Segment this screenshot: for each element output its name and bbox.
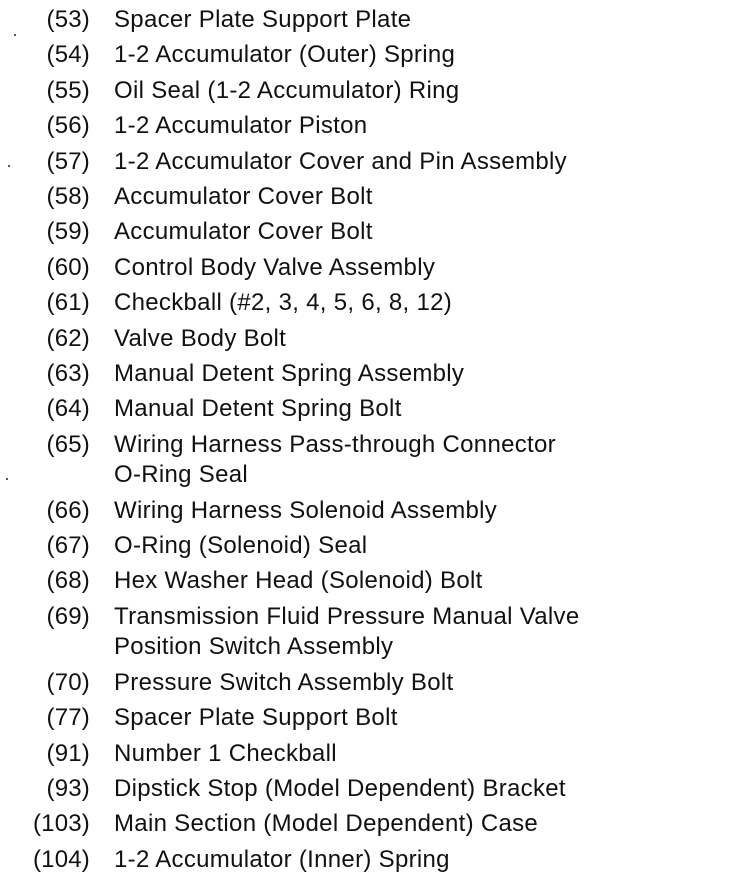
part-description <box>114 566 714 596</box>
part-number: (54) <box>46 41 90 69</box>
part-description-line: Valve Body Bolt <box>114 324 287 352</box>
part-row <box>0 217 736 252</box>
parts-legend-list <box>0 5 736 880</box>
scan-speck <box>6 478 8 480</box>
part-description-line: Number 1 Checkball <box>114 739 337 767</box>
part-number: (61) <box>46 289 90 317</box>
scan-speck <box>8 165 10 167</box>
part-description <box>114 76 714 106</box>
part-description-line: 1-2 Accumulator Piston <box>114 112 368 140</box>
part-number: (66) <box>46 496 90 524</box>
part-description <box>114 40 714 70</box>
part-description-line: Transmission Fluid Pressure Manual Valve <box>114 602 580 630</box>
part-number: (53) <box>46 6 90 33</box>
part-description-line: Spacer Plate Support Plate <box>114 6 412 33</box>
part-row <box>0 703 736 738</box>
part-description <box>114 288 714 318</box>
part-description-line: Pressure Switch Assembly Bolt <box>114 668 454 696</box>
part-row <box>0 430 736 496</box>
part-description-line: Accumulator Cover Bolt <box>114 218 373 246</box>
part-description <box>114 359 714 389</box>
part-number: (67) <box>46 532 90 560</box>
part-number: (64) <box>46 395 90 423</box>
part-number: (57) <box>46 147 90 175</box>
part-description-line: 1-2 Accumulator (Inner) Spring <box>114 845 450 873</box>
part-row <box>0 739 736 774</box>
part-row <box>0 288 736 323</box>
part-row <box>0 253 736 288</box>
part-description <box>114 253 714 283</box>
part-description-line: 1-2 Accumulator (Outer) Spring <box>114 41 456 69</box>
part-description <box>114 111 714 141</box>
part-description-line: Spacer Plate Support Bolt <box>114 704 398 732</box>
part-description-line: Hex Washer Head (Solenoid) Bolt <box>114 567 483 595</box>
part-number: (65) <box>46 430 90 458</box>
part-description <box>114 182 714 212</box>
part-description-line: Manual Detent Spring Bolt <box>114 395 402 423</box>
part-description <box>114 703 714 733</box>
part-number: (56) <box>46 112 90 140</box>
part-row <box>0 496 736 531</box>
part-number: (62) <box>46 324 90 352</box>
part-description <box>114 809 714 839</box>
part-row <box>0 394 736 429</box>
part-description-line: Main Section (Model Dependent) Case <box>114 810 539 838</box>
part-description-line: Position Switch Assembly <box>114 632 394 660</box>
part-row <box>0 182 736 217</box>
part-number: (58) <box>46 182 90 210</box>
part-row <box>0 324 736 359</box>
part-row <box>0 111 736 146</box>
part-description-line: 1-2 Accumulator Cover and Pin Assembly <box>114 147 567 175</box>
part-description <box>114 430 714 490</box>
part-number: (77) <box>46 704 90 732</box>
part-description-line: Wiring Harness Pass-through Connector <box>114 430 556 458</box>
part-row <box>0 76 736 111</box>
part-description <box>114 217 714 247</box>
part-description-line: Control Body Valve Assembly <box>114 253 436 281</box>
part-description <box>114 394 714 424</box>
part-description <box>114 496 714 526</box>
part-description-line: Dipstick Stop (Model Dependent) Bracket <box>114 775 566 803</box>
part-number: (55) <box>46 76 90 104</box>
part-row <box>0 359 736 394</box>
part-description-line: Checkball (#2, 3, 4, 5, 6, 8, 12) <box>114 289 453 317</box>
part-description <box>114 324 714 354</box>
part-row <box>0 5 736 40</box>
part-number: (59) <box>46 218 90 246</box>
part-description <box>114 739 714 769</box>
part-description <box>114 774 714 804</box>
part-description <box>114 845 714 875</box>
part-description-line: O-Ring (Solenoid) Seal <box>114 532 368 560</box>
part-number: (93) <box>46 775 90 803</box>
part-number: (104) <box>32 845 90 873</box>
part-number: (91) <box>46 739 90 767</box>
part-description <box>114 5 714 35</box>
part-number: (68) <box>46 567 90 595</box>
part-description <box>114 602 714 662</box>
part-number: (70) <box>46 668 90 696</box>
part-row <box>0 566 736 601</box>
part-row <box>0 668 736 703</box>
part-row <box>0 40 736 75</box>
part-description-line: O-Ring Seal <box>114 460 249 488</box>
part-row <box>0 531 736 566</box>
part-number: (69) <box>46 602 90 630</box>
part-description <box>114 531 714 561</box>
part-description-line: Wiring Harness Solenoid Assembly <box>114 496 498 524</box>
part-description <box>114 668 714 698</box>
scan-speck <box>14 34 16 36</box>
part-row <box>0 845 736 880</box>
part-number: (63) <box>46 359 90 387</box>
part-description-line: Manual Detent Spring Assembly <box>114 359 465 387</box>
part-description-line: Oil Seal (1-2 Accumulator) Ring <box>114 76 460 104</box>
part-row <box>0 147 736 182</box>
part-row <box>0 602 736 668</box>
part-description-line: Accumulator Cover Bolt <box>114 182 373 210</box>
part-row <box>0 809 736 844</box>
part-number: (103) <box>32 810 90 838</box>
part-row <box>0 774 736 809</box>
part-description <box>114 147 714 177</box>
part-number: (60) <box>46 253 90 281</box>
